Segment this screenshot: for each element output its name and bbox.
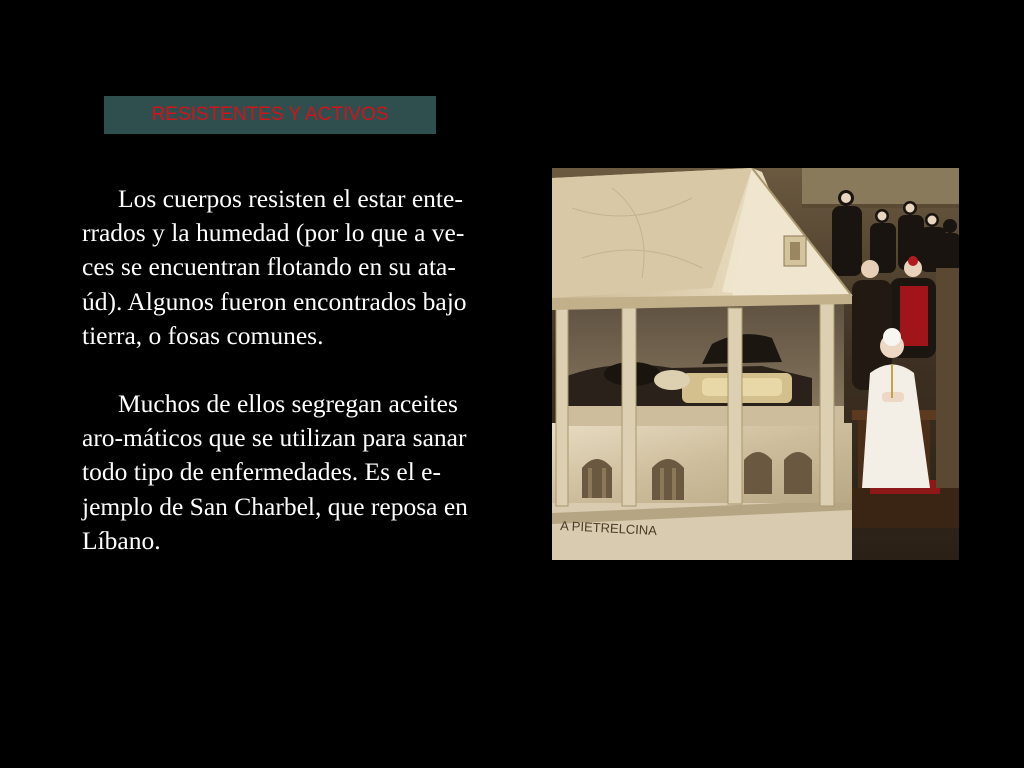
title-box: [104, 96, 436, 134]
paragraph-line: Muchos de ellos segregan aceites: [118, 389, 458, 419]
paragraph-line: aro-máticos que se utilizan para sanar: [82, 423, 467, 453]
paragraph-line: úd). Algunos fueron encontrados bajo: [82, 286, 467, 316]
slide-title: RESISTENTES Y ACTIVOS: [151, 104, 389, 125]
paragraph-line: Los cuerpos resisten el estar ente-: [118, 184, 463, 213]
body-text: [82, 182, 532, 558]
paragraph-line: Líbano.: [82, 525, 161, 555]
reliquary-illustration: [552, 168, 959, 560]
paragraph-line: ces se encuentran flotando en su ata-: [82, 252, 456, 282]
paragraph-line: jemplo de San Charbel, que reposa en: [82, 491, 468, 521]
reliquary-photo: [552, 168, 959, 560]
reliquary-inscription: A PIETRELCINA: [559, 518, 658, 539]
paragraph-line: rrados y la humedad (por lo que a ve-: [82, 218, 465, 248]
paragraph-1: [82, 182, 532, 353]
paragraph-line: tierra, o fosas comunes.: [82, 320, 324, 350]
paragraph-2: [82, 387, 532, 558]
paragraph-line: todo tipo de enfermedades. Es el e-: [82, 457, 441, 487]
